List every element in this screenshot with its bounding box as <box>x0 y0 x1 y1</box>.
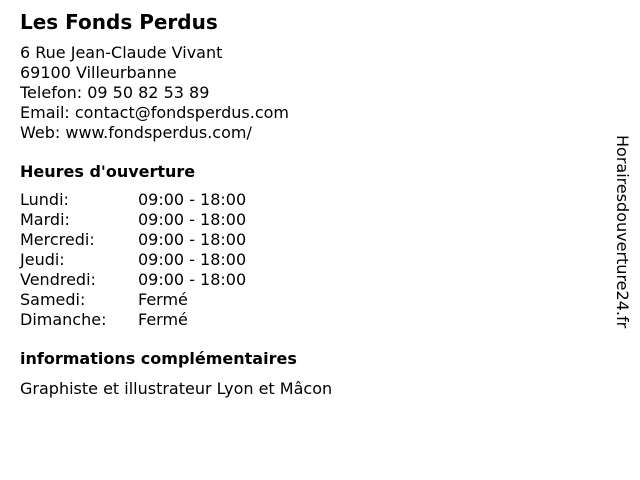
business-name: Les Fonds Perdus <box>20 10 218 34</box>
day-label: Samedi: <box>20 290 86 309</box>
additional-info-text: Graphiste et illustrateur Lyon et Mâcon <box>20 379 333 398</box>
postal-city: 69100 Villeurbanne <box>20 63 177 82</box>
phone-line: Telefon: 09 50 82 53 89 <box>20 83 210 102</box>
day-label: Jeudi: <box>20 250 65 269</box>
day-hours: 09:00 - 18:00 <box>138 270 247 289</box>
day-label: Lundi: <box>20 190 69 209</box>
web-line: Web: www.fondsperdus.com/ <box>20 123 252 142</box>
day-label: Mardi: <box>20 210 70 229</box>
hours-row-thursday <box>20 250 600 270</box>
day-hours: 09:00 - 18:00 <box>138 250 247 269</box>
day-label: Vendredi: <box>20 270 96 289</box>
day-hours: 09:00 - 18:00 <box>138 210 247 229</box>
hours-row-friday <box>20 270 600 290</box>
watermark-text: Horairesdouverture24.fr <box>613 135 632 329</box>
day-hours: Fermé <box>138 290 188 309</box>
day-label: Mercredi: <box>20 230 95 249</box>
opening-hours-heading: Heures d'ouverture <box>20 162 196 181</box>
email-line: Email: contact@fondsperdus.com <box>20 103 289 122</box>
opening-hours-table <box>20 190 600 330</box>
street-address: 6 Rue Jean-Claude Vivant <box>20 43 223 62</box>
hours-row-saturday <box>20 290 600 310</box>
day-label: Dimanche: <box>20 310 107 329</box>
day-hours: Fermé <box>138 310 188 329</box>
additional-info-heading: informations complémentaires <box>20 349 297 368</box>
hours-row-sunday <box>20 310 600 330</box>
hours-row-wednesday <box>20 230 600 250</box>
hours-row-tuesday <box>20 210 600 230</box>
address-block <box>20 43 600 143</box>
day-hours: 09:00 - 18:00 <box>138 230 247 249</box>
hours-row-monday <box>20 190 600 210</box>
business-card <box>20 10 600 399</box>
day-hours: 09:00 - 18:00 <box>138 190 247 209</box>
